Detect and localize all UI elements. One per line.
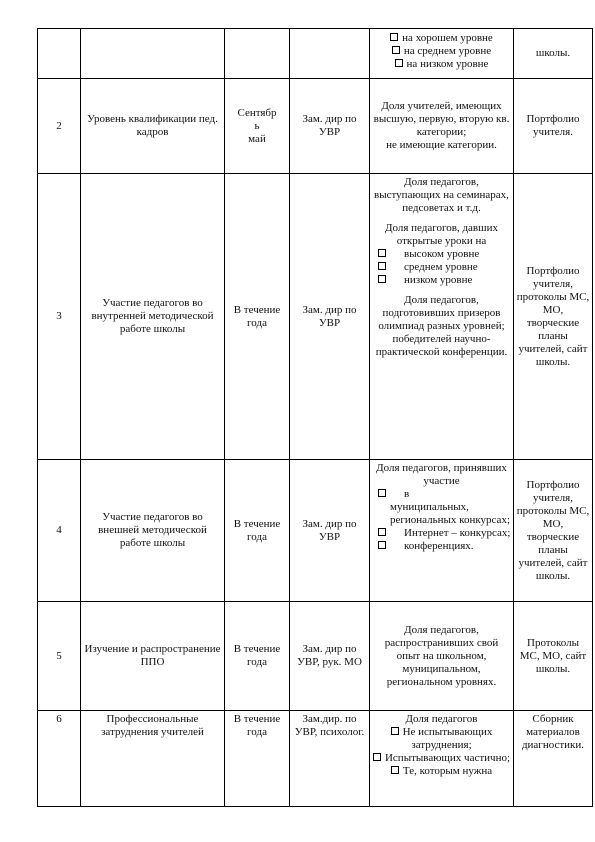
source-cell: Портфолио учителя, протоколы МС, МО, творческие планы учителей, сайт школы. <box>514 174 593 460</box>
criterion-cell <box>81 29 225 79</box>
indicator-paragraph: Доля педагогов, выступающих на семинарах, педсоветах и т.д. <box>374 176 509 214</box>
monitoring-table <box>37 28 593 807</box>
indicator-paragraph: Доля педагогов <box>405 713 478 725</box>
timing-cell: Сентябр ь май <box>225 79 290 174</box>
checkbox-bullet-icon <box>378 262 386 270</box>
checkbox-bullet-icon <box>378 541 386 549</box>
source-cell: Портфолио учителя, протоколы МС, МО, творческие планы учителей, сайт школы. <box>514 460 593 602</box>
indicator-cell: Доля педагогов, распространивших свой опыт на школьном, муниципальном, региональном уровнях. <box>370 602 514 711</box>
list-item: высоком уровне <box>372 248 511 261</box>
criterion-cell: Участие педагогов во внешней методической работе школы <box>81 460 225 602</box>
table-row <box>38 602 593 711</box>
checkbox-bullet-icon <box>373 753 381 761</box>
indicator-cell <box>370 460 514 602</box>
table-row <box>38 460 593 602</box>
checkbox-bullet-icon <box>378 528 386 536</box>
list-item: Интернет – конкурсах; <box>372 527 511 540</box>
checkbox-bullet-icon <box>391 727 399 735</box>
indicator-cell <box>370 711 514 807</box>
table-row <box>38 174 593 460</box>
responsible-cell <box>290 29 370 79</box>
list-item: Испытывающих частично; <box>372 752 511 765</box>
checkbox-bullet-icon <box>390 33 398 41</box>
source-cell: Протоколы МС, МО, сайт школы. <box>514 602 593 711</box>
source-cell: Портфолио учителя. <box>514 79 593 174</box>
list-item: муниципальных, региональных конкурсах; <box>390 501 510 526</box>
row-number-cell: 6 <box>38 711 81 807</box>
source-cell: школы. <box>514 29 593 79</box>
checkbox-bullet-icon <box>378 489 386 497</box>
table-row <box>38 29 593 79</box>
checkbox-bullet-icon <box>391 766 399 774</box>
criterion-cell: Изучение и распространение ППО <box>81 602 225 711</box>
list-item: Не испытывающих затруднения; <box>372 726 511 752</box>
indicator-paragraph: Доля педагогов, давших открытые уроки на <box>385 222 498 247</box>
list-item: в <box>372 488 511 501</box>
list-item: Те, которым нужна <box>372 765 511 778</box>
row-number-cell <box>38 29 81 79</box>
responsible-cell: Зам. дир по УВР, рук. МО <box>290 602 370 711</box>
timing-cell <box>225 29 290 79</box>
table-row <box>38 79 593 174</box>
row-number-cell: 3 <box>38 174 81 460</box>
indicator-cell <box>370 29 514 79</box>
indicator-paragraph: Доля педагогов, принявших участие <box>376 462 507 487</box>
source-cell: Сборник материалов диагностики. <box>514 711 593 807</box>
responsible-cell: Зам. дир по УВР <box>290 174 370 460</box>
responsible-cell: Зам. дир по УВР <box>290 79 370 174</box>
list-item: на хорошем уровне <box>372 32 511 45</box>
list-item: среднем уровне <box>372 261 511 274</box>
responsible-cell: Зам. дир по УВР <box>290 460 370 602</box>
criterion-cell: Участие педагогов во внутренней методической работе школы <box>81 174 225 460</box>
timing-cell: В течение года <box>225 602 290 711</box>
indicator-cell <box>370 174 514 460</box>
responsible-cell: Зам.дир. по УВР, психолог. <box>290 711 370 807</box>
timing-cell: В течение года <box>225 711 290 807</box>
criterion-cell: Профессиональные затруднения учителей <box>81 711 225 807</box>
indicator-paragraph: Доля педагогов, подготовивших призеров олимпиад разных уровней; победителей научно-практической конференции. <box>375 294 508 358</box>
list-item: на низком уровне <box>372 58 511 71</box>
criterion-cell: Уровень квалификации пед. кадров <box>81 79 225 174</box>
row-number-cell: 4 <box>38 460 81 602</box>
list-item: низком уровне <box>372 274 511 287</box>
row-number-cell: 5 <box>38 602 81 711</box>
timing-cell: В течение года <box>225 460 290 602</box>
indicator-cell: Доля учителей, имеющих высшую, первую, вторую кв. категории; не имеющие категории. <box>370 79 514 174</box>
timing-cell: В течение года <box>225 174 290 460</box>
checkbox-bullet-icon <box>392 46 400 54</box>
checkbox-bullet-icon <box>378 249 386 257</box>
checkbox-bullet-icon <box>378 275 386 283</box>
row-number-cell: 2 <box>38 79 81 174</box>
table-row <box>38 711 593 807</box>
checkbox-bullet-icon <box>395 59 403 67</box>
list-item: конференциях. <box>372 540 511 553</box>
list-item: на среднем уровне <box>372 45 511 58</box>
